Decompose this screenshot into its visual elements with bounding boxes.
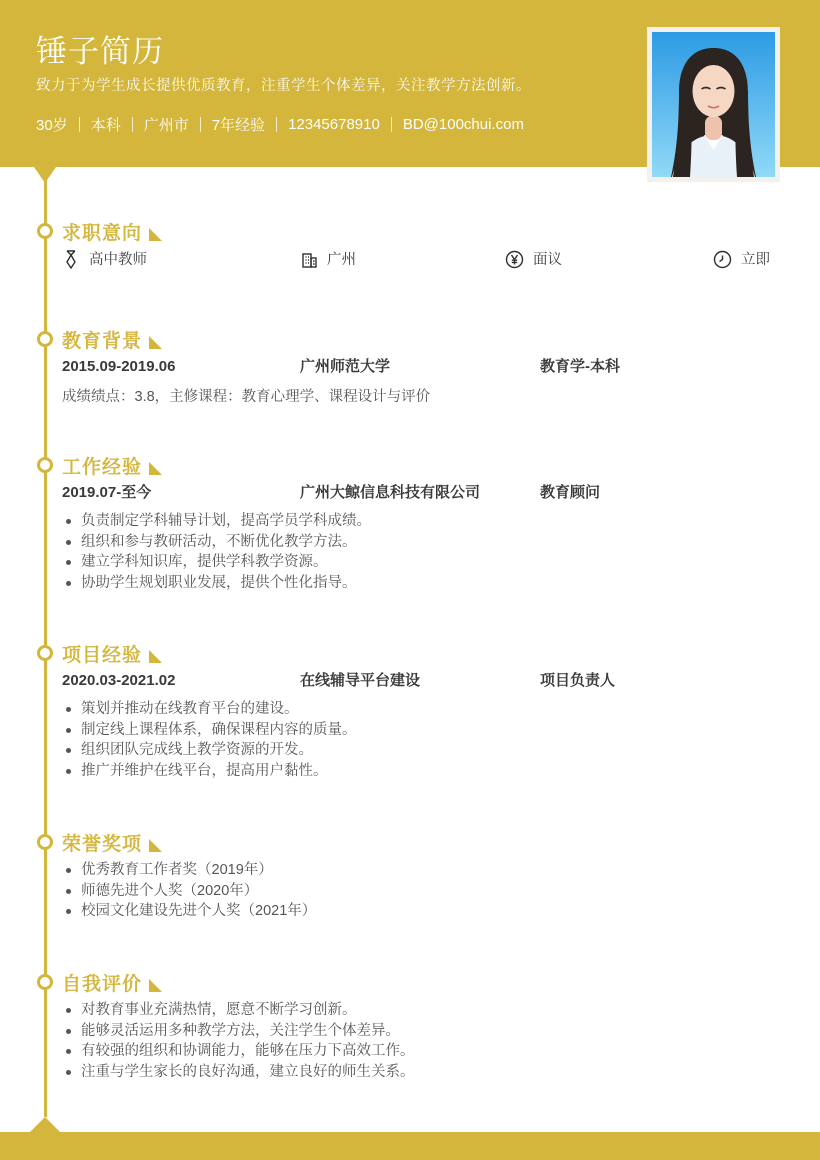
self-eval-bullet-list [62, 1000, 782, 1083]
intent-position [62, 249, 300, 270]
honors-bullet-list [62, 860, 782, 922]
section-self-eval [62, 970, 782, 1083]
project-period: 2020.03-2021.02 [62, 672, 176, 689]
intent-availability [713, 250, 782, 270]
timeline-bottom-arrow [30, 1117, 60, 1132]
meta-divider [79, 117, 80, 132]
resume-tagline: 致力于为学生成长提供优质教育，注重学生个体差异，关注教学方法创新。 [36, 78, 531, 94]
list-item: 优秀教育工作者奖（2019年） [62, 860, 782, 881]
intent-city [300, 250, 505, 270]
clock-icon [713, 250, 732, 269]
section-project [62, 641, 782, 782]
list-item: 组织团队完成线上教学资源的开发。 [62, 740, 782, 761]
intent-availability-label: 立即 [741, 251, 770, 268]
meta-age: 30岁 [36, 117, 68, 134]
work-company: 广州大鲸信息科技有限公司 [300, 484, 481, 501]
list-item: 对教育事业充满热情，愿意不断学习创新。 [62, 1000, 782, 1021]
section-title-self-eval [62, 970, 782, 994]
list-item: 校园文化建设先进个人奖（2021年） [62, 901, 782, 922]
resume-title: 锤子简历 [36, 34, 164, 69]
section-title-text: 教育背景 [62, 330, 143, 352]
intent-city-label: 广州 [327, 251, 356, 268]
section-job-intent [62, 219, 782, 270]
section-title-text: 求职意向 [62, 222, 143, 244]
section-work [62, 453, 782, 594]
education-header-row [62, 357, 782, 377]
intent-salary-label: 面议 [533, 251, 562, 268]
list-item: 负责制定学科辅导计划，提高学员学科成绩。 [62, 511, 782, 532]
section-education [62, 327, 782, 407]
job-intent-row [62, 249, 782, 270]
education-period: 2015.09-2019.06 [62, 358, 176, 375]
intent-salary [505, 250, 713, 270]
building-icon [300, 251, 318, 269]
yen-icon [505, 250, 524, 269]
project-role: 项目负责人 [540, 672, 616, 689]
meta-bar [36, 114, 524, 135]
section-title-honors [62, 830, 782, 854]
work-role: 教育顾问 [540, 484, 601, 501]
tie-icon [62, 249, 80, 270]
work-bullet-list [62, 511, 782, 594]
list-item: 策划并推动在线教育平台的建设。 [62, 699, 782, 720]
section-title-text: 项目经验 [62, 644, 143, 666]
section-title-text: 工作经验 [62, 456, 143, 478]
section-title-education [62, 327, 782, 351]
list-item: 能够灵活运用多种教学方法，关注学生个体差异。 [62, 1021, 782, 1042]
list-item: 推广并维护在线平台，提高用户黏性。 [62, 761, 782, 782]
education-detail: 成绩绩点：3.8，主修课程：教育心理学、课程设计与评价 [62, 389, 431, 405]
list-item: 组织和参与教研活动，不断优化教学方法。 [62, 532, 782, 553]
list-item: 师德先进个人奖（2020年） [62, 881, 782, 902]
list-item: 注重与学生家长的良好沟通，建立良好的师生关系。 [62, 1062, 782, 1083]
meta-divider [391, 117, 392, 132]
work-header-row [62, 483, 782, 503]
list-item: 制定线上课程体系，确保课程内容的质量。 [62, 720, 782, 741]
project-bullet-list [62, 699, 782, 782]
section-flag-icon [149, 979, 162, 992]
education-school: 广州师范大学 [300, 358, 391, 375]
work-period: 2019.07-至今 [62, 484, 152, 501]
profile-photo [647, 27, 780, 182]
intent-position-label: 高中教师 [89, 251, 147, 268]
section-flag-icon [149, 839, 162, 852]
project-name: 在线辅导平台建设 [300, 672, 421, 689]
meta-divider [276, 117, 277, 132]
section-title-work [62, 453, 782, 477]
section-flag-icon [149, 650, 162, 663]
education-degree: 教育学-本科 [540, 358, 620, 375]
section-title-text: 荣誉奖项 [62, 833, 143, 855]
list-item: 有较强的组织和协调能力，能够在压力下高效工作。 [62, 1041, 782, 1062]
meta-experience: 7年经验 [211, 117, 266, 134]
avatar-illustration [652, 32, 775, 177]
meta-divider [132, 117, 133, 132]
section-flag-icon [149, 336, 162, 349]
meta-phone: 12345678910 [288, 116, 380, 133]
list-item: 协助学生规划职业发展，提供个性化指导。 [62, 573, 782, 594]
meta-divider [200, 117, 201, 132]
section-flag-icon [149, 462, 162, 475]
list-item: 建立学科知识库，提供学科教学资源。 [62, 552, 782, 573]
section-title-text: 自我评价 [62, 973, 143, 995]
meta-city: 广州市 [143, 117, 189, 134]
footer-bar [0, 1132, 820, 1160]
section-title-project [62, 641, 782, 665]
meta-email: BD@100chui.com [402, 116, 524, 133]
section-honors [62, 830, 782, 922]
meta-degree: 本科 [90, 117, 121, 134]
section-title-job-intent [62, 219, 782, 243]
project-header-row [62, 671, 782, 691]
section-flag-icon [149, 228, 162, 241]
